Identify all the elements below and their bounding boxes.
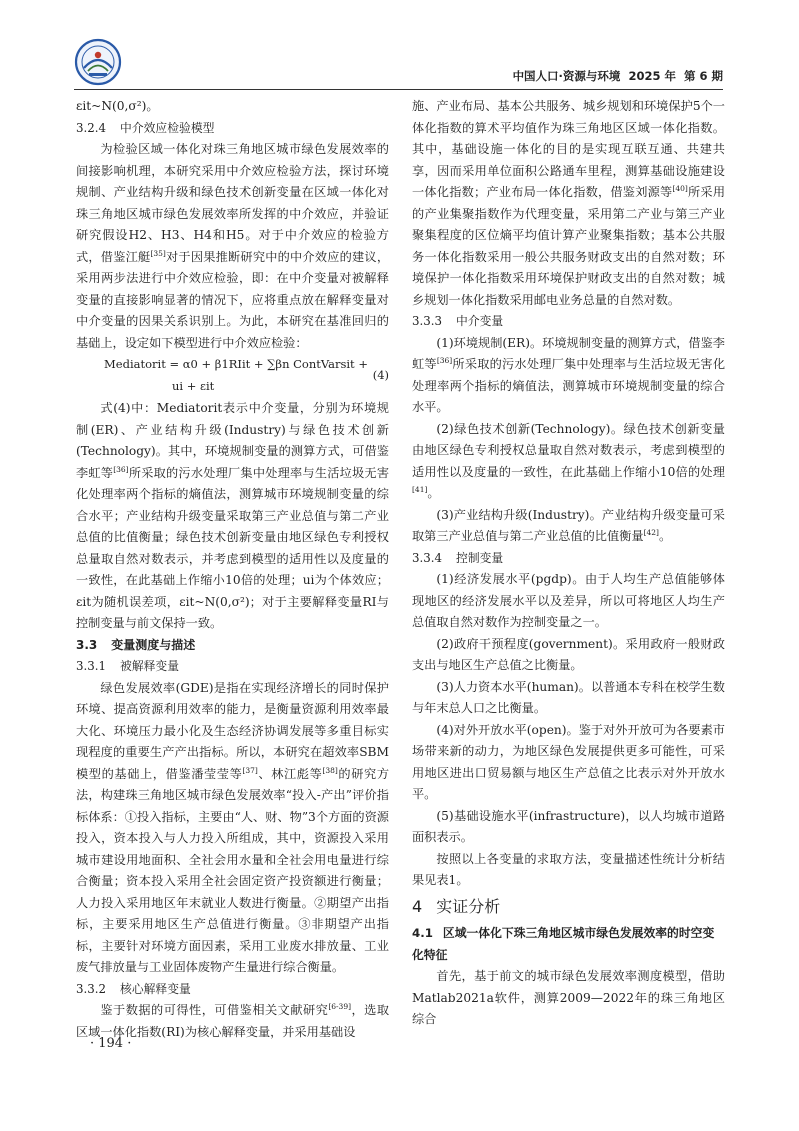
paragraph: (1)环境规制(ER)。环境规制变量的测算方式，借鉴李虹等[36]所采取的污水处理厂集中处理率与生活垃圾无害化处理率两个指标的熵值法，测算城市环境规制变量的综合水平。 — [412, 335, 726, 414]
equation-line-1: Mediatorit = α0 + β1RIit + ∑βn ContVarsit + — [104, 357, 368, 371]
section-3-3-heading: 3.3 变量测度与描述 — [76, 637, 196, 652]
section-4-heading: 4 实证分析 — [412, 896, 501, 916]
paragraph: (5)基础设施水平(infrastructure)，以人均城市道路面积表示。 — [412, 808, 725, 844]
paragraph: (4)对外开放水平(open)。鉴于对外开放可为各要素市场带来新的动力，为地区绿色发展提供更多可能性，可采用地区进出口贸易额与地区生产总值之比表示对外开放水平。 — [412, 722, 725, 801]
paragraph: 首先，基于前文的城市绿色发展效率测度模型，借助Matlab2021a软件，测算2009—2022年的珠三角地区综合 — [412, 969, 725, 1026]
paragraph: (2)政府干预程度(government)。采用政府一般财政支出与地区生产总值之比衡量。 — [412, 636, 725, 672]
paragraph: (3)产业结构升级(Industry)。产业结构升级变量可采取第三产业总值与第二产业总值的比值衡量[42]。 — [412, 507, 725, 543]
section-3-3-3-heading: 3.3.3 中介变量 — [412, 314, 504, 328]
paragraph: 为检验区域一体化对珠三角地区城市绿色发展效率的间接影响机理，本研究采用中介效应检验方法，探讨环境规制、产业结构升级和绿色技术创新变量在区域一体化对珠三角地区城市绿色发展效率所发挥的中介效应，并验证研究假设H2、H3、H4和H5。对于中介效应的检验方式，借鉴江艇[35]对于因果推断研究中的中介效应的建议，采用两步法进行中介效应检验，即：在中介变量对被解释变量的直接影响显著的情况下，应将重点放在解释变量对中介变量的因果关系识别上。为此，本研究在基准回归的基础上，设定如下模型进行中介效应检验： — [76, 142, 390, 350]
equation-4 — [76, 354, 389, 398]
journal-year: 2025 年 — [628, 69, 676, 83]
paragraph: 施、产业布局、基本公共服务、城乡规划和环境保护5个一体化指数的算术平均值作为珠三角地区区域一体化指数。其中，基础设施一体化的目的是实现互联互通、共建共享，因而采用单位面积公路通车里程，测算基础设施建设一体化指数；产业布局一体化指数，借鉴刘源等[40]所采用的产业集聚指数作为代理变量，采用第二产业与第三产业聚集程度的区位熵平均值计算产业聚集指数；基本公共服务一体化指数采用一般公共服务财政支出的自然对数；环境保护一体化指数采用环境保护财政支出的自然对数；城乡规划一体化指数采用邮电业务总量的自然对数。 — [412, 99, 726, 307]
left-column — [76, 96, 389, 1043]
paragraph: (2)绿色技术创新(Technology)。绿色技术创新变量由地区绿色专利授权总量取自然对数表示，考虑到模型的适用性以及度量的一致性，在此基础上作缩小10倍的处理[41]。 — [412, 421, 725, 500]
section-3-3-4-heading: 3.3.4 控制变量 — [412, 550, 504, 565]
journal-issue: 第 6 期 — [683, 69, 723, 83]
right-column — [412, 96, 725, 1031]
journal-name: 中国人口·资源与环境 — [512, 69, 621, 83]
paragraph: 绿色发展效率(GDE)是指在实现经济增长的同时保护环境、提高资源利用效率的能力，是衡量资源利用效率最大化、环境压力最小化及生态经济协调发展等多重目标实现程度的重要生产产出指标。所以，本研究在超效率SBM模型的基础上，借鉴潘莹莹等[37]、林江彪等[38]的研究方法，构建珠三角地区城市绿色发展效率“投入-产出”评价指标体系：①投入指标，主要由“人、财、物”3个方面的资源投入，资本投入与人力投入所组成，其中，资源投入采用城市建设用地面积、全社会用水量和全社会用电量进行综合衡量；资本投入采用全社会固定资产投资额进行衡量；人力投入采用地区年末就业人数进行衡量。②期望产出指标，主要采用地区生产总值进行衡量。③非期望产出指标，主要针对环境方面因素，采用工业废水排放量、工业废气排放量与工业固体废物产生量进行综合衡量。 — [76, 680, 390, 974]
error-term-line: εit~N(0,σ²)。 — [76, 99, 159, 113]
section-4-1-heading: 4.1 区域一体化下珠三角地区城市绿色发展效率的时空变化特征 — [412, 926, 715, 962]
paragraph: 式(4)中：Mediatorit表示中介变量，分别为环境规制(ER)、产业结构升级(Industry)与绿色技术创新(Technology)。其中，环境规制变量的测算方式，可借鉴李虹等[36]所采取的污水处理厂集中处理率与生活垃圾无害化处理率两个指标的熵值法，测算城市环境规制变量的综合水平；产业结构升级变量采取第三产业总值与第二产业总值的比值衡量；绿色技术创新变量由地区绿色专利授权总量取自然对数表示，并考虑到模型的适用性以及度量的一致性，在此基础上作缩小10倍的处理；ui为个体效应；εit为随机误差项，εit~N(0,σ²)；对于主要解释变量RI与控制变量与前文保持一致。 — [76, 401, 390, 630]
paragraph: 鉴于数据的可得性，可借鉴相关文献研究[6-39]，选取区域一体化指数(RI)为核心解释变量，并采用基础设 — [76, 1001, 390, 1039]
equation-line-2: ui + εit — [172, 379, 215, 393]
equation-number: (4) — [372, 368, 389, 382]
section-3-3-2-heading: 3.3.2 核心解释变量 — [76, 981, 191, 996]
journal-header — [513, 68, 723, 84]
section-3-2-4-heading: 3.2.4 中介效应检验模型 — [76, 120, 215, 135]
page-number: · 194 · — [90, 1036, 132, 1051]
paragraph: 按照以上各变量的求取方法，变量描述性统计分析结果见表1。 — [412, 851, 725, 887]
journal-logo — [74, 38, 122, 86]
section-3-3-1-heading: 3.3.1 被解释变量 — [76, 659, 180, 673]
header-rule — [74, 89, 723, 90]
paragraph: (3)人力资本水平(human)。以普通本专科在校学生数与年末总人口之比衡量。 — [412, 679, 725, 715]
paragraph: (1)经济发展水平(pgdp)。由于人均生产总值能够体现地区的经济发展水平以及差异，所以可将地区人均生产总值取自然对数作为控制变量之一。 — [412, 572, 725, 629]
